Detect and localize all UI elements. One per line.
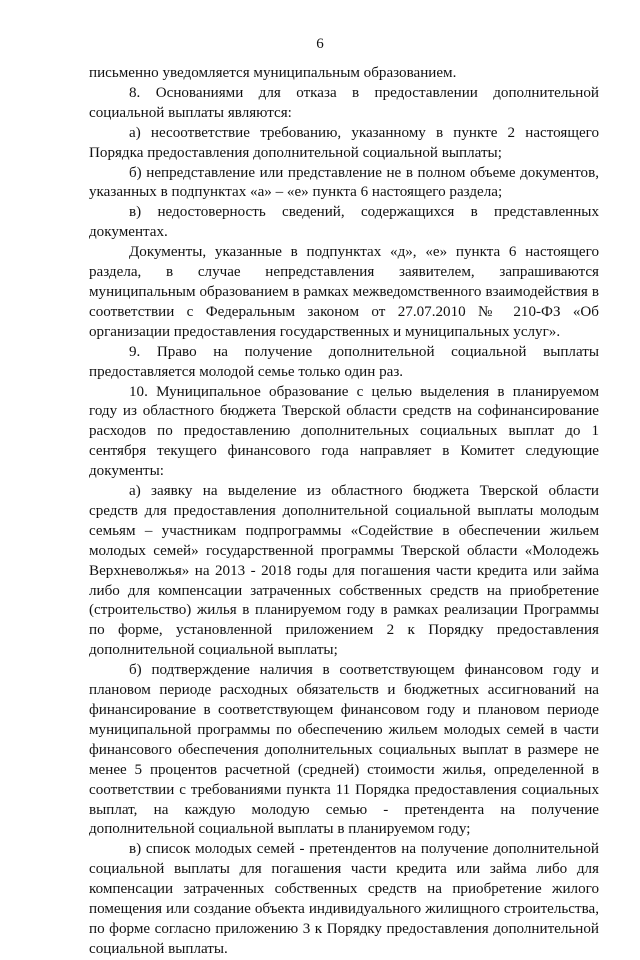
paragraph-documents-request: Документы, указанные в подпунктах «д», «е» пункта 6 настоящего раздела, в случае непредставления заявителем, запрашиваются муниципальным образованием в рамках межведомственного взаимодействия в соответствии с Федеральным законом от 27.07.2010 № 210-ФЗ «Об организации предоставления государственных и муниципальных услуг». xyxy=(89,244,599,340)
paragraph-item-8v: в) недостоверность сведений, содержащихся в представленных документах. xyxy=(89,204,599,241)
paragraph-item-10: 10. Муниципальное образование с целью выделения в планируемом году из областного бюджета Тверской области средств на софинансирование расходов по предоставлению дополнительных социальных выплат до 1 сентября текущего финансового года направляет в Комитет следующие документы: xyxy=(89,383,599,480)
paragraph-item-8: 8. Основаниями для отказа в предоставлении дополнительной социальной выплаты являются: xyxy=(89,84,599,121)
paragraph-item-9: 9. Право на получение дополнительной социальной выплаты предоставляется молодой семье только один раз. xyxy=(89,343,599,380)
paragraph-item-10a: а) заявку на выделение из областного бюджета Тверской области средств для предоставления дополнительной социальной выплаты молодым семьям – участникам подпрограммы «Содействие в обеспечении жильем молодых семей» государственной программы Тверской области «Молодежь Верхневолжья» на 2013 - 2018 годы для погашения части кредита или займа либо для компенсации затраченных собственных средств на приобретение (строительство) жилья в планируемом году в рамках реализации Программы по форме, установленной приложением 2 к Порядку предоставления дополнительной социальной выплаты; xyxy=(89,483,599,659)
document-body xyxy=(89,64,599,960)
page-number: 6 xyxy=(316,36,324,52)
paragraph-item-8b: б) непредставление или представление не в полном объеме документов, указанных в подпунктах «а» – «е» пункта 6 настоящего раздела; xyxy=(89,164,599,201)
paragraph-item-10b: б) подтверждение наличия в соответствующем финансовом году и плановом периоде расходных обязательств и бюджетных ассигнований на финансирование в соответствующем финансовом году и плановом периоде муниципальной программы по обеспечению жильем молодых семей в части финансового обеспечения дополнительных социальных выплат в размере не менее 5 процентов расчетной (средней) стоимости жилья, определенной в соответствии с требованиями пункта 11 Порядка предоставления социальных выплат, на каждую молодую семью - претендента на получение дополнительной социальной выплаты в планируемом году; xyxy=(89,662,599,838)
paragraph-item-10v: в) список молодых семей - претендентов на получение дополнительной социальной выплаты для погашения части кредита или займа либо для компенсации затраченных собственных средств на приобретение жилого помещения или создание объекта индивидуального жилищного строительства, по форме согласно приложению 3 к Порядку предоставления дополнительной социальной выплаты. xyxy=(89,841,599,957)
paragraph-continuation: письменно уведомляется муниципальным образованием. xyxy=(89,65,457,81)
paragraph-item-8a: а) несоответствие требованию, указанному в пункте 2 настоящего Порядка предоставления дополнительной социальной выплаты; xyxy=(89,124,599,161)
